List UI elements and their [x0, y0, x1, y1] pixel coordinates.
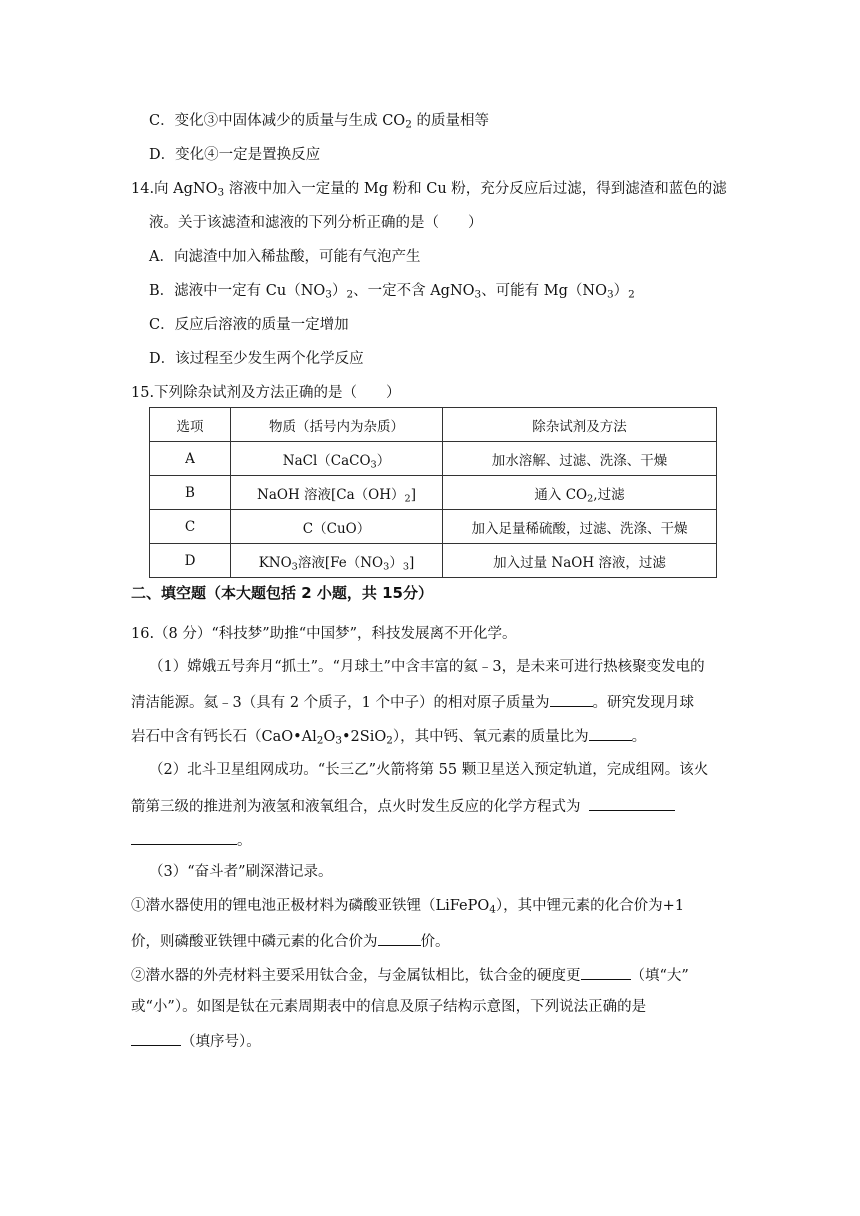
- q16-part1-line2: 清洁能源。氦﹣3（具有 2 个质子，1 个中子）的相对原子质量为 。研究发现月球: [131, 691, 694, 713]
- q16-part3-item2-line3: （填序号）。: [131, 1030, 261, 1052]
- q14-stem-line2: 液。关于该滤渣和滤液的下列分析正确的是（ ）: [149, 215, 483, 231]
- q15-table: [149, 407, 717, 578]
- answer-blank[interactable]: [589, 795, 675, 811]
- row-option: A: [150, 442, 231, 476]
- header-option: 选项: [150, 408, 231, 442]
- answer-blank[interactable]: [131, 1030, 181, 1046]
- row-substance: $KNO_3$溶液$[Fe(NO_3)_3]$: [231, 544, 443, 578]
- header-substance: 物质（括号内为杂质）: [231, 408, 443, 442]
- table-header-row: [150, 408, 717, 442]
- q13-option-c: C．变化③中固体减少的质量与生成 $CO_2$ 的质量相等: [149, 113, 489, 131]
- q16-part3-item1-line2: 价，则磷酸亚铁锂中磷元素的化合价为 价。: [131, 930, 450, 952]
- q16-part2-line3: 。: [131, 829, 252, 851]
- q16-part2-line1: （2）北斗卫星组网成功。“长三乙”火箭将第 55 颗卫星送入预定轨道，完成组网。该火: [149, 762, 709, 778]
- row-option: B: [150, 476, 231, 510]
- row-substance: C（CuO）: [231, 510, 443, 544]
- row-method: 加水溶解、过滤、洗涤、干燥: [443, 442, 717, 476]
- answer-blank[interactable]: [550, 691, 593, 707]
- table-row: [150, 544, 717, 578]
- q16-part3-item2-line1: ②潜水器的外壳材料主要采用钛合金，与金属钛相比，钛合金的硬度更 （填“大”: [131, 964, 689, 986]
- q16-part3-title: （3）“奋斗者”刷深潜记录。: [149, 864, 333, 880]
- q16-part1-line1: （1）嫦娥五号奔月“抓土”。“月球土”中含丰富的氦﹣3，是未来可进行热核聚变发电的: [149, 659, 705, 675]
- q16-stem: 16.（8 分）“科技梦”助推“中国梦”，科技发展离不开化学。: [131, 626, 517, 642]
- row-method: 加入过量 NaOH 溶液，过滤: [443, 544, 717, 578]
- answer-blank[interactable]: [131, 829, 237, 845]
- row-option: D: [150, 544, 231, 578]
- q14-option-a: A．向滤渣中加入稀盐酸，可能有气泡产生: [149, 249, 421, 265]
- section-title: 二、填空题（本大题包括 2 小题，共 15分）: [131, 584, 433, 602]
- row-substance: NaCl（CaCO$_3$）: [231, 442, 443, 476]
- table-row: [150, 476, 717, 510]
- q14-stem-line1: 14.向 AgNO$_3$ 溶液中加入一定量的 Mg 粉和 Cu 粉，充分反应后过滤，得到滤渣和蓝色的滤: [131, 181, 727, 199]
- q16-part2-line2: 箭第三级的推进剂为液氢和液氧组合，点火时发生反应的化学方程式为: [131, 795, 675, 817]
- q15-stem: 15.下列除杂试剂及方法正确的是（ ）: [131, 385, 401, 401]
- row-method: 通入 $CO_2$,过滤: [443, 476, 717, 510]
- q14-option-c: C．反应后溶液的质量一定增加: [149, 317, 349, 333]
- header-method: 除杂试剂及方法: [443, 408, 717, 442]
- answer-blank[interactable]: [589, 725, 632, 741]
- q14-option-b: B．滤液中一定有 $Cu(NO_3)_2$、一定不含 AgNO$_3$、可能有 $Mg(NO_3)_2$: [149, 283, 635, 301]
- answer-blank[interactable]: [581, 964, 631, 980]
- q16-part3-item1-line1: ①潜水器使用的锂电池正极材料为磷酸亚铁锂（LiFePO$_4$），其中锂元素的化合价为+1: [131, 898, 685, 916]
- q14-option-d: D．该过程至少发生两个化学反应: [149, 351, 364, 367]
- row-method: 加入足量稀硫酸，过滤、洗涤、干燥: [443, 510, 717, 544]
- table-row: [150, 442, 717, 476]
- row-substance: NaOH 溶液$[Ca(OH)_2]$: [231, 476, 443, 510]
- answer-blank[interactable]: [378, 930, 421, 946]
- q13-option-d: D．变化④一定是置换反应: [149, 147, 321, 163]
- q16-part3-item2-line2: 或“小”）。如图是钛在元素周期表中的信息及原子结构示意图，下列说法正确的是: [131, 999, 647, 1015]
- q16-part1-line3: 岩石中含有钙长石$(CaO•Al_2O_3•2SiO_2)$，其中钙、氧元素的质量比为 。: [131, 725, 646, 747]
- table-row: [150, 510, 717, 544]
- row-option: C: [150, 510, 231, 544]
